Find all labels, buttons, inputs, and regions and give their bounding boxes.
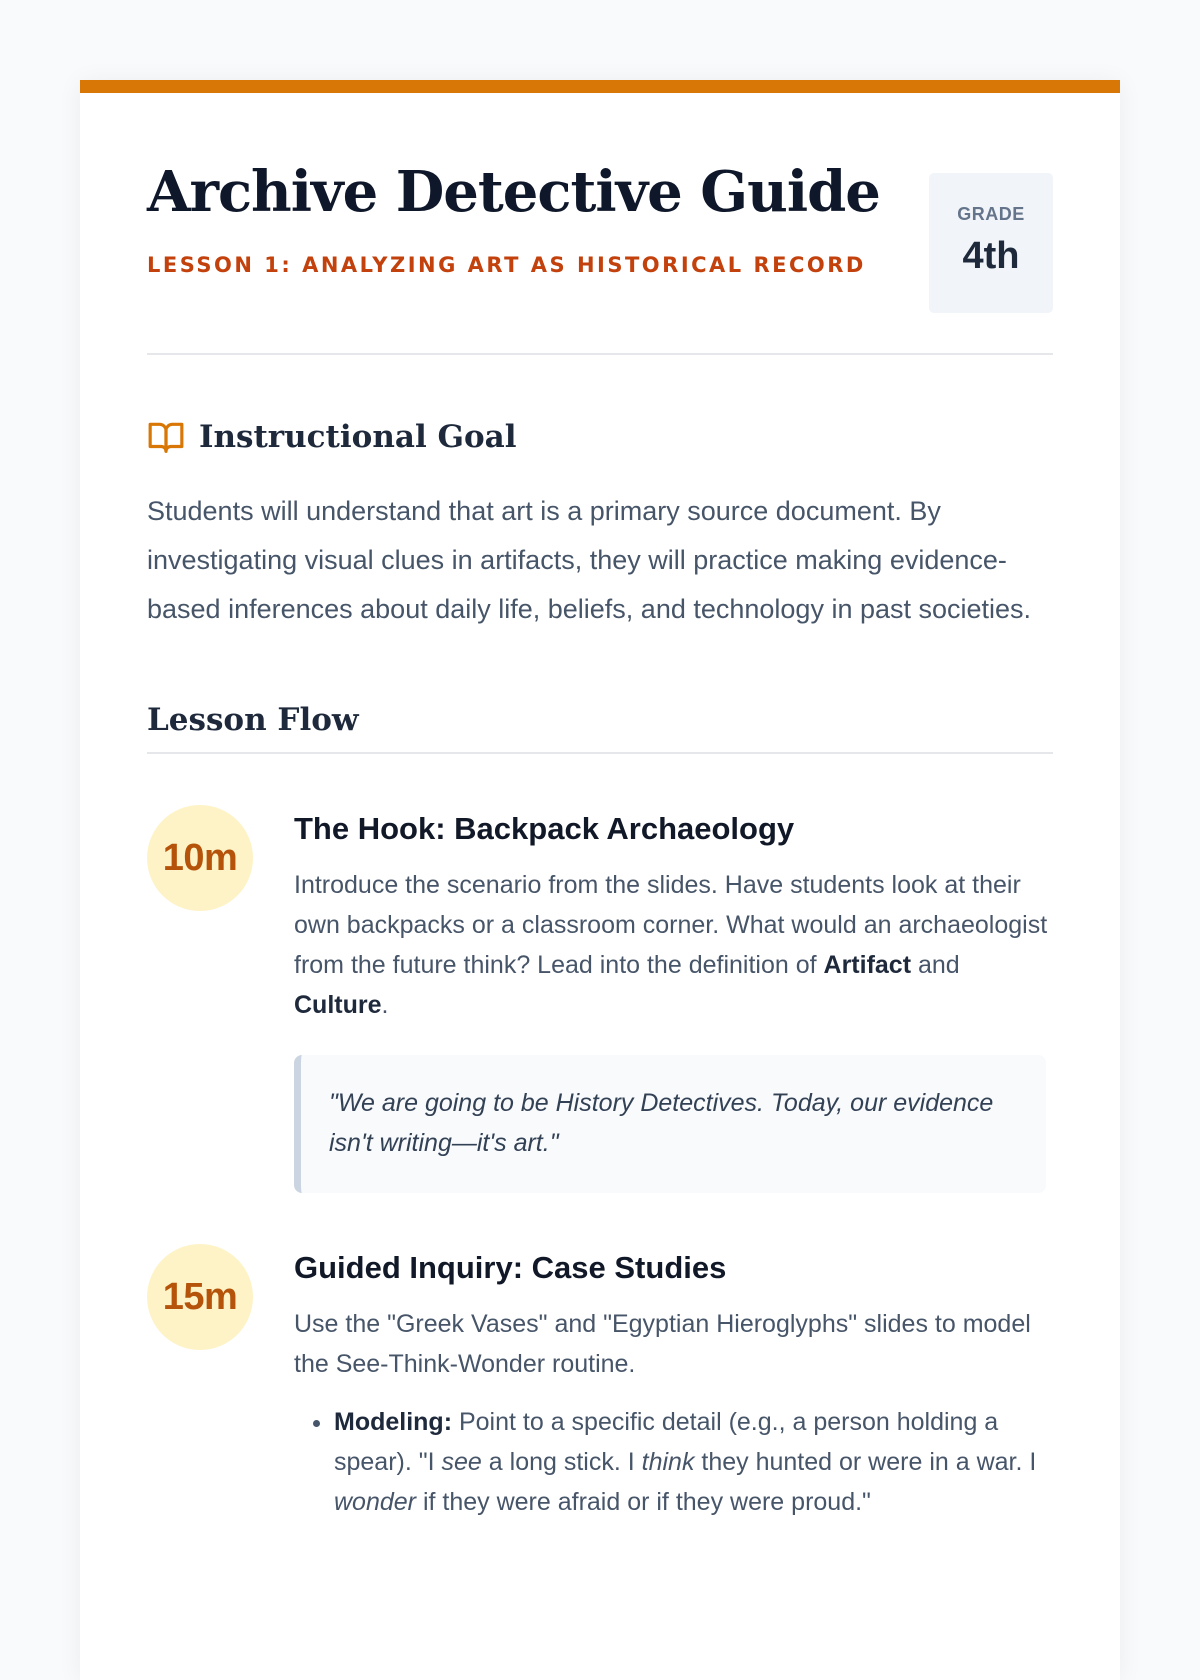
time-badge: 15m (147, 1244, 253, 1350)
time-badge: 10m (147, 805, 253, 911)
step-text-end: . (381, 991, 389, 1019)
step-text-and: and (911, 951, 960, 979)
lesson-subtitle: LESSON 1: ANALYZING ART AS HISTORICAL RECORD (147, 253, 866, 277)
bullet-text: Point to a specific detail (e.g., a person holding a spear). "I (334, 1408, 999, 1476)
term-artifact: Artifact (823, 951, 912, 979)
bullet-text: if they were afraid or if they were proud." (416, 1488, 871, 1516)
emphasis-think: think (641, 1448, 695, 1476)
open-book-icon (147, 418, 185, 456)
step-text: Introduce the scenario from the slides. Have students look at their own backpacks or a classroom corner. What would an archaeologist from the future think? Lead into the definition of (294, 871, 1048, 979)
step-title: The Hook: Backpack Archaeology (294, 811, 795, 846)
step-bullet-list (294, 1402, 1056, 1522)
lesson-card (80, 80, 1120, 1680)
step-title: Guided Inquiry: Case Studies (294, 1250, 727, 1285)
bullet-text: they hunted or were in a war. I (694, 1448, 1037, 1476)
goal-title: Instructional Goal (199, 419, 517, 455)
lesson-flow-heading: Lesson Flow (147, 702, 1053, 754)
emphasis-see: see (441, 1448, 482, 1476)
step-description (294, 865, 1054, 1025)
bullet-label: Modeling: (334, 1408, 453, 1436)
teacher-quote: "We are going to be History Detectives. Today, our evidence isn't writing—it's art." (294, 1055, 1046, 1193)
emphasis-wonder: wonder (334, 1488, 416, 1516)
lesson-step (147, 809, 1053, 1193)
grade-label: GRADE (957, 204, 1025, 224)
term-culture: Culture (294, 991, 382, 1019)
lesson-step (147, 1248, 1053, 1522)
page-title: Archive Detective Guide (147, 159, 880, 225)
accent-bar (80, 80, 1120, 93)
bullet-text: a long stick. I (481, 1448, 642, 1476)
goal-text: Students will understand that art is a primary source document. By investigating visual clues in artifacts, they will practice making evidence-based inferences about daily life, beliefs, and technology in past societies. (147, 496, 1032, 624)
goal-heading (147, 415, 1053, 459)
grade-badge (929, 173, 1053, 313)
document-header (147, 93, 1053, 355)
grade-value: 4th (962, 235, 1020, 277)
step-description: Use the "Greek Vases" and "Egyptian Hieroglyphs" slides to model the See-Think-Wonder routine. (294, 1310, 1031, 1378)
list-item (334, 1402, 1056, 1522)
